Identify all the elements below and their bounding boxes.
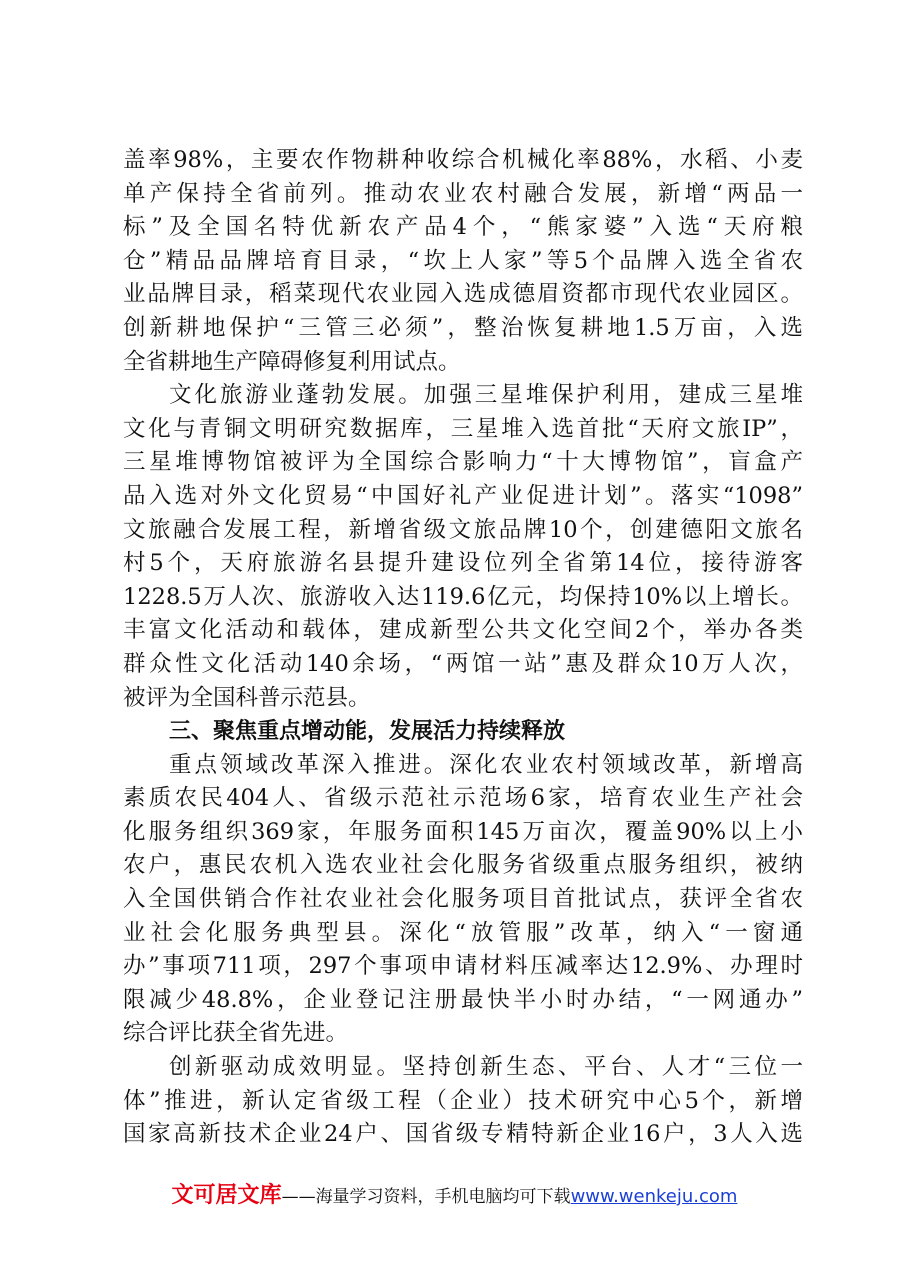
text-line: 重点领域改革深入推进。深化农业农村领域改革，新增高 <box>169 751 803 778</box>
text-line: 办”事项711项，297个事项申请材料压减率达12.9%、办理时 <box>123 953 803 980</box>
text-line: 村5个，天府旅游名县提升建设位列全省第14位，接待游客 <box>123 550 803 577</box>
text-line: 化服务组织369家，年服务面积145万亩次，覆盖90%以上小 <box>123 818 803 845</box>
text-line: 业品牌目录，稻菜现代农业园入选成德眉资都市现代农业园区。 <box>123 281 803 308</box>
text-line: 1228.5万人次、旅游收入达119.6亿元，均保持10%以上增长。 <box>123 583 803 610</box>
text-line: 被评为全国科普示范县。 <box>123 684 371 711</box>
footer-banner <box>0 1178 909 1209</box>
text-line: 创新耕地保护“三管三必须”，整治恢复耕地1.5万亩，入选 <box>123 314 803 341</box>
text-line: 体”推进，新认定省级工程（企业）技术研究中心5个，新增 <box>123 1087 803 1114</box>
text-line: 创新驱动成效明显。坚持创新生态、平台、人才“三位一 <box>169 1054 803 1081</box>
text-line: 标”及全国名特优新农产品4个，“熊家婆”入选“天府粮 <box>123 214 803 241</box>
text-line: 综合评比获全省先进。 <box>123 1020 349 1047</box>
text-line: 单产保持全省前列。推动农业农村融合发展，新增“两品一 <box>123 180 803 207</box>
text-line: 三星堆博物馆被评为全国综合影响力“十大博物馆”，盲盒产 <box>123 449 803 476</box>
text-line: 素质农民404人、省级示范社示范场6家，培育农业生产社会 <box>123 785 803 812</box>
document-body <box>123 144 803 1152</box>
text-line: 仓”精品品牌培育目录，“坎上人家”等5个品牌入选全省农 <box>123 247 803 274</box>
text-line: 业社会化服务典型县。深化“放管服”改革，纳入“一窗通 <box>123 919 803 946</box>
footer-slogan: ——海量学习资料，手机电脑均可下载 <box>281 1187 571 1207</box>
text-line: 文化与青铜文明研究数据库，三星堆入选首批“天府文旅IP”， <box>123 415 803 442</box>
text-line: 限减少48.8%，企业登记注册最快半小时办结，“一网通办” <box>123 986 803 1013</box>
text-line: 文化旅游业蓬勃发展。加强三星堆保护利用，建成三星堆 <box>169 382 803 409</box>
text-line: 盖率98%，主要农作物耕种收综合机械化率88%，水稻、小麦 <box>123 147 803 173</box>
text-line: 国家高新技术企业24户、国省级专精特新企业16户，3人入选 <box>123 1121 803 1148</box>
text-line: 全省耕地生产障碍修复利用试点。 <box>123 348 461 375</box>
text-line: 文旅融合发展工程，新增省级文旅品牌10个，创建德阳文旅名 <box>123 516 803 543</box>
footer-link[interactable]: www.wenkeju.com <box>570 1186 738 1207</box>
text-line: 入全国供销合作社农业社会化服务项目首批试点，获评全省农 <box>123 886 803 913</box>
text-line: 品入选对外文化贸易“中国好礼产业促进计划”。落实“1098” <box>123 482 803 509</box>
text-line: 农户，惠民农机入选农业社会化服务省级重点服务组织，被纳 <box>123 852 803 879</box>
footer-brand: 文可居文库 <box>171 1183 282 1208</box>
text-line: 群众性文化活动140余场，“两馆一站”惠及群众10万人次， <box>123 650 803 677</box>
text-line: 丰富文化活动和载体，建成新型公共文化空间2个，举办各类 <box>123 617 803 644</box>
section-heading: 三、聚焦重点增动能，发展活力持续释放 <box>169 719 566 745</box>
